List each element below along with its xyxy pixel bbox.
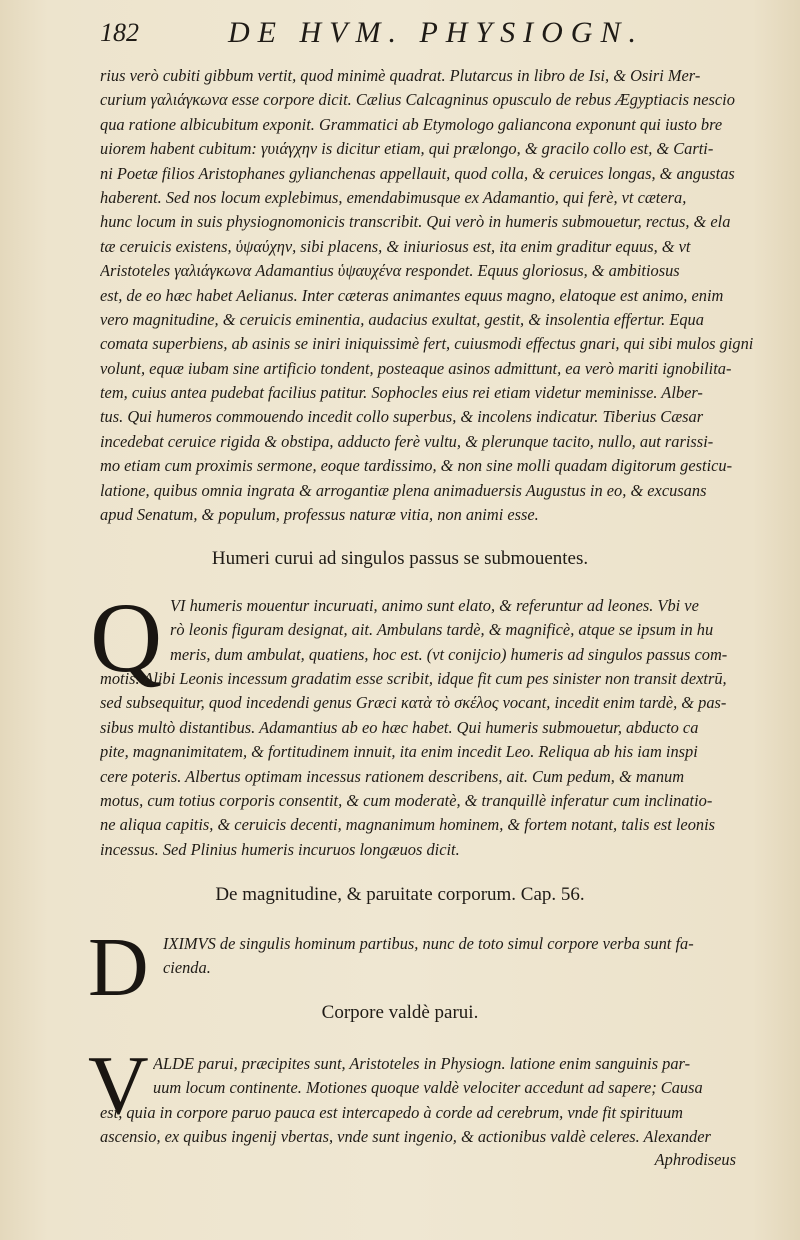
drop-cap-v: V [88,1039,149,1132]
catchword: Aphrodiseus [654,1150,736,1169]
text-line: volunt, equæ iubam sine artificio tondent, posteaque asinos admittunt, ea verò mariti ignobilita- [100,358,732,378]
text-line: ni Poetæ filios Aristophanes gylianchenas appellauit, quod colla, & ceruices longas, & angustas [100,163,735,183]
text-line: VI humeris mouentur incuruati, animo sunt elato, & referuntur ad leones. Vbi ve [170,596,699,615]
text-line: Aristoteles γαλιάγκωνα Adamantius ὑψαυχένα respondet. Equus gloriosus, & ambitiosus [100,261,680,281]
text-line: motus, cum totius corporis consentit, & cum moderatè, & tranquillè inferatur cum inclinatio- [100,790,713,810]
running-title: DE HVM. PHYSIOGN. [228,16,644,49]
section-heading-humeri-curui [0,548,800,570]
text-line: curium γαλιάγκωνα esse corpore dicit. Cælius Calcagninus opusculo de rebus Ægyptiacis nescio [100,90,735,110]
text-line: comata superbiens, ab asinis se iniri iniquissimè fert, cuiusmodi effectus gnari, qui sibi mulos gigni [100,334,754,354]
drop-cap-d: D [88,921,149,1014]
text-line: tæ ceruicis existens, ὑψαύχην, sibi placens, & iniuriosus est, ita enim graditur equus, & vt [100,236,691,256]
text-line: ne aliqua capitis, & ceruicis decenti, magnanimum hominem, & fortem notant, talis est leonis [100,815,716,835]
paragraph-leonis [100,667,768,862]
text-line: sed subsequitur, quod incedendi genus Græci κατὰ τὸ σκέλος vocant, incedit enim tardè, & pas- [100,693,727,713]
text-line: motis. Alibi Leonis incessum gradatim esse scribit, idque fit cum pes sinister non transit dextrū, [100,669,727,688]
text-line: cienda. [163,958,211,978]
text-line: mo etiam cum proximis sermone, eoque tardissimo, & non sine molli quadam digitorum gesticu- [100,456,733,476]
page-number: 182 [100,18,139,47]
text-line: pite, magnanimitatem, & fortitudinem innuit, ita enim incedit Leo. Reliqua ab his iam inspi [100,742,698,762]
text-line: ascensio, ex quibus ingenij vbertas, vnde sunt ingenio, & actionibus valdè celeres. Alexander [100,1127,711,1147]
heading-text: Corpore valdè parui. [321,1002,479,1023]
text-line: uiorem habent cubitum: γυιάγχην is dicitur etiam, qui prælongo, & gracilo collo est, & Carti- [100,139,714,159]
section-heading-corpore-parui [0,1002,800,1024]
text-line: incedebat ceruice rigida & obstipa, adducto ferè vultu, & plerunque tacito, nullo, aut rarissi- [100,431,714,451]
text-line: rius verò cubiti gibbum vertit, quod minimè quadrat. Plutarcus in libro de Isi, & Osiri Mer- [100,66,701,85]
text-line: apud Senatum, & populum, professus naturæ vitia, non animi esse. [100,505,539,525]
text-line: haberent. Sed nos locum explebimus, emendabimusque ex Adamantio, qui ferè, vt cætera, [100,187,687,207]
text-line: incessus. Sed Plinius humeris incuruos longæuos dicit. [100,839,460,859]
text-line: qua ratione albicubitum exponit. Grammatici ab Etymologo galiancona exponunt qui iusto bre [100,114,723,134]
text-line: tus. Qui humeros commouendo incedit collo superbus, & incolens indicatur. Tiberius Cæsar [100,407,704,427]
text-line: cere poteris. Albertus optimam incessus rationem describens, ait. Cum pedum, & manum [100,766,685,786]
paragraph-valde-indented [153,1052,773,1101]
text-line: latione, quibus omnia ingrata & arrogantiæ plena animaduersis Augustus in eo, & excusans [100,480,707,500]
text-line: tem, cuius antea pudebat facilius patitur. Sophocles eius rei etiam videtur meminisse. Alber- [100,383,703,403]
text-line: rò leonis figuram designat, ait. Ambulans tardè, & magnificè, atque se ipsum in hu [170,620,714,640]
chapter-heading-56 [0,884,800,906]
text-line: est, quia in corpore paruo pauca est intercapedo à corde ad cerebrum, vnde fit spirituum [100,1103,683,1122]
heading-text: De magnitudine, & paruitate corporum. Cap. 56. [215,884,585,905]
text-line: meris, dum ambulat, quatiens, hoc est. (vt conijcio) humeris ad singulos passus com- [170,644,728,664]
paragraph-humeri-continued [100,64,768,527]
text-line: est, de eo hæc habet Aelianus. Inter cæteras animantes equus magno, elatoque est animo, enim [100,285,724,305]
text-line: IXIMVS de singulis hominum partibus, nunc de toto simul corpore verba sunt fa- [163,934,694,953]
heading-text: Humeri curui ad singulos passus se submouentes. [211,548,589,569]
paragraph-valde [100,1101,768,1150]
paragraph-diximus [163,932,773,981]
text-line: uum locum continente. Motiones quoque valdè velociter accedunt ad sapere; Causa [153,1078,703,1098]
text-line: sibus multò distantibus. Adamantius ab eo hæc habet. Qui humeris submouetur, abducto ca [100,717,699,737]
paragraph-indented-lines [170,594,770,667]
text-line: hunc locum in suis physiognomonicis transcribit. Qui verò in humeris submouetur, rectus, & ela [100,212,731,232]
text-line: ALDE parui, præcipites sunt, Aristoteles in Physiogn. latione enim sanguinis par- [153,1054,691,1073]
drop-cap-q: Q [90,582,163,693]
text-line: vero magnitudine, & ceruicis eminentia, audacius exultat, gestit, & insolentia effertur. Equa [100,309,704,329]
page-header [100,14,700,54]
